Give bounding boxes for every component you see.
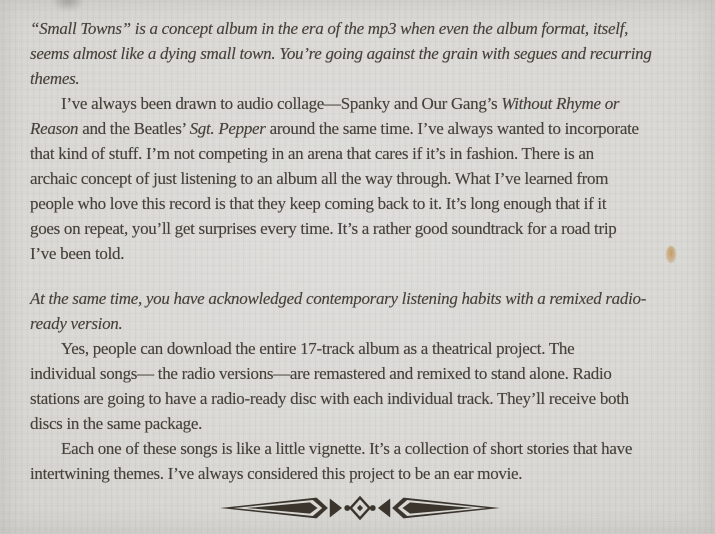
text-segment: ready version. [30,314,123,333]
text-segment: people who love this record is that they keep coming back to it. It’s long enough that if it [30,194,607,213]
left-spear [220,498,342,519]
divider-ornament-svg [210,491,510,525]
text-segment: I’ve always been drawn to audio collage—Spanky and Our Gang’s [61,94,502,113]
right-spear [378,498,500,519]
text-line [30,361,697,386]
text-line [30,336,697,361]
answer-paragraph [30,91,697,266]
text-line [30,461,697,486]
text-line [30,191,697,216]
text-line [30,241,697,266]
text-line [30,16,697,41]
text-segment: that kind of stuff. I’m not competing in an arena that cares if it’s in fashion. There is an [30,144,594,163]
text-line [30,41,697,66]
text-line [30,386,697,411]
text-segment: Each one of these songs is like a little vignette. It’s a collection of short stories that have [61,439,633,458]
text-segment: archaic concept of just listening to an album all the way through. What I’ve learned from [30,169,609,188]
italic-title-text: Reason [30,119,79,138]
right-arrowhead-icon [378,499,390,518]
text-segment: I’ve been told. [30,244,125,263]
text-segment: and the Beatles’ [78,119,190,138]
paper-stain [666,246,676,263]
text-segment: discs in the same package. [30,414,203,433]
text-line [30,311,697,336]
text-segment: Yes, people can download the entire 17-track album as a theatrical project. The [61,339,575,358]
divider-ornament [210,491,510,525]
text-line [30,116,697,141]
text-segment: At the same time, you have acknowledged contemporary listening habits with a remixed radio- [30,289,647,308]
answer-paragraph [30,336,697,436]
text-line [30,286,697,311]
italic-title-text: Sgt. Pepper [189,119,266,138]
text-segment: individual songs— the radio versions—are remastered and remixed to stand alone. Radio [30,364,612,383]
text-segment: around the same time. I’ve always wanted to incorporate [265,119,639,138]
scan-smudge [52,0,84,11]
question-paragraph [30,286,697,336]
left-arrowhead-icon [330,499,342,518]
text-line [30,166,697,191]
text-segment: stations are going to have a radio-ready disc with each individual track. They’ll receive both [30,389,629,408]
question-paragraph [30,16,697,91]
italic-title-text: Without Rhyme or [501,94,620,113]
text-block [30,16,697,486]
center-diamond-dot-icon [357,505,363,511]
answer-paragraph [30,436,697,486]
text-segment: “Small Towns” is a concept album in the era of the mp3 when even the album format, itself, [30,19,629,38]
text-line [30,436,697,461]
text-line [30,216,697,241]
text-line [30,141,697,166]
text-segment: goes on repeat, you’ll get surprises every time. It’s a rather good soundtrack for a road trip [30,219,617,238]
text-segment: themes. [30,69,80,88]
text-segment: intertwining themes. I’ve always considered this project to be an ear movie. [30,464,523,483]
text-line [30,91,697,116]
text-line [30,66,697,91]
text-segment: seems almost like a dying small town. You’re going against the grain with segues and recurring [30,44,652,63]
text-line [30,411,697,436]
